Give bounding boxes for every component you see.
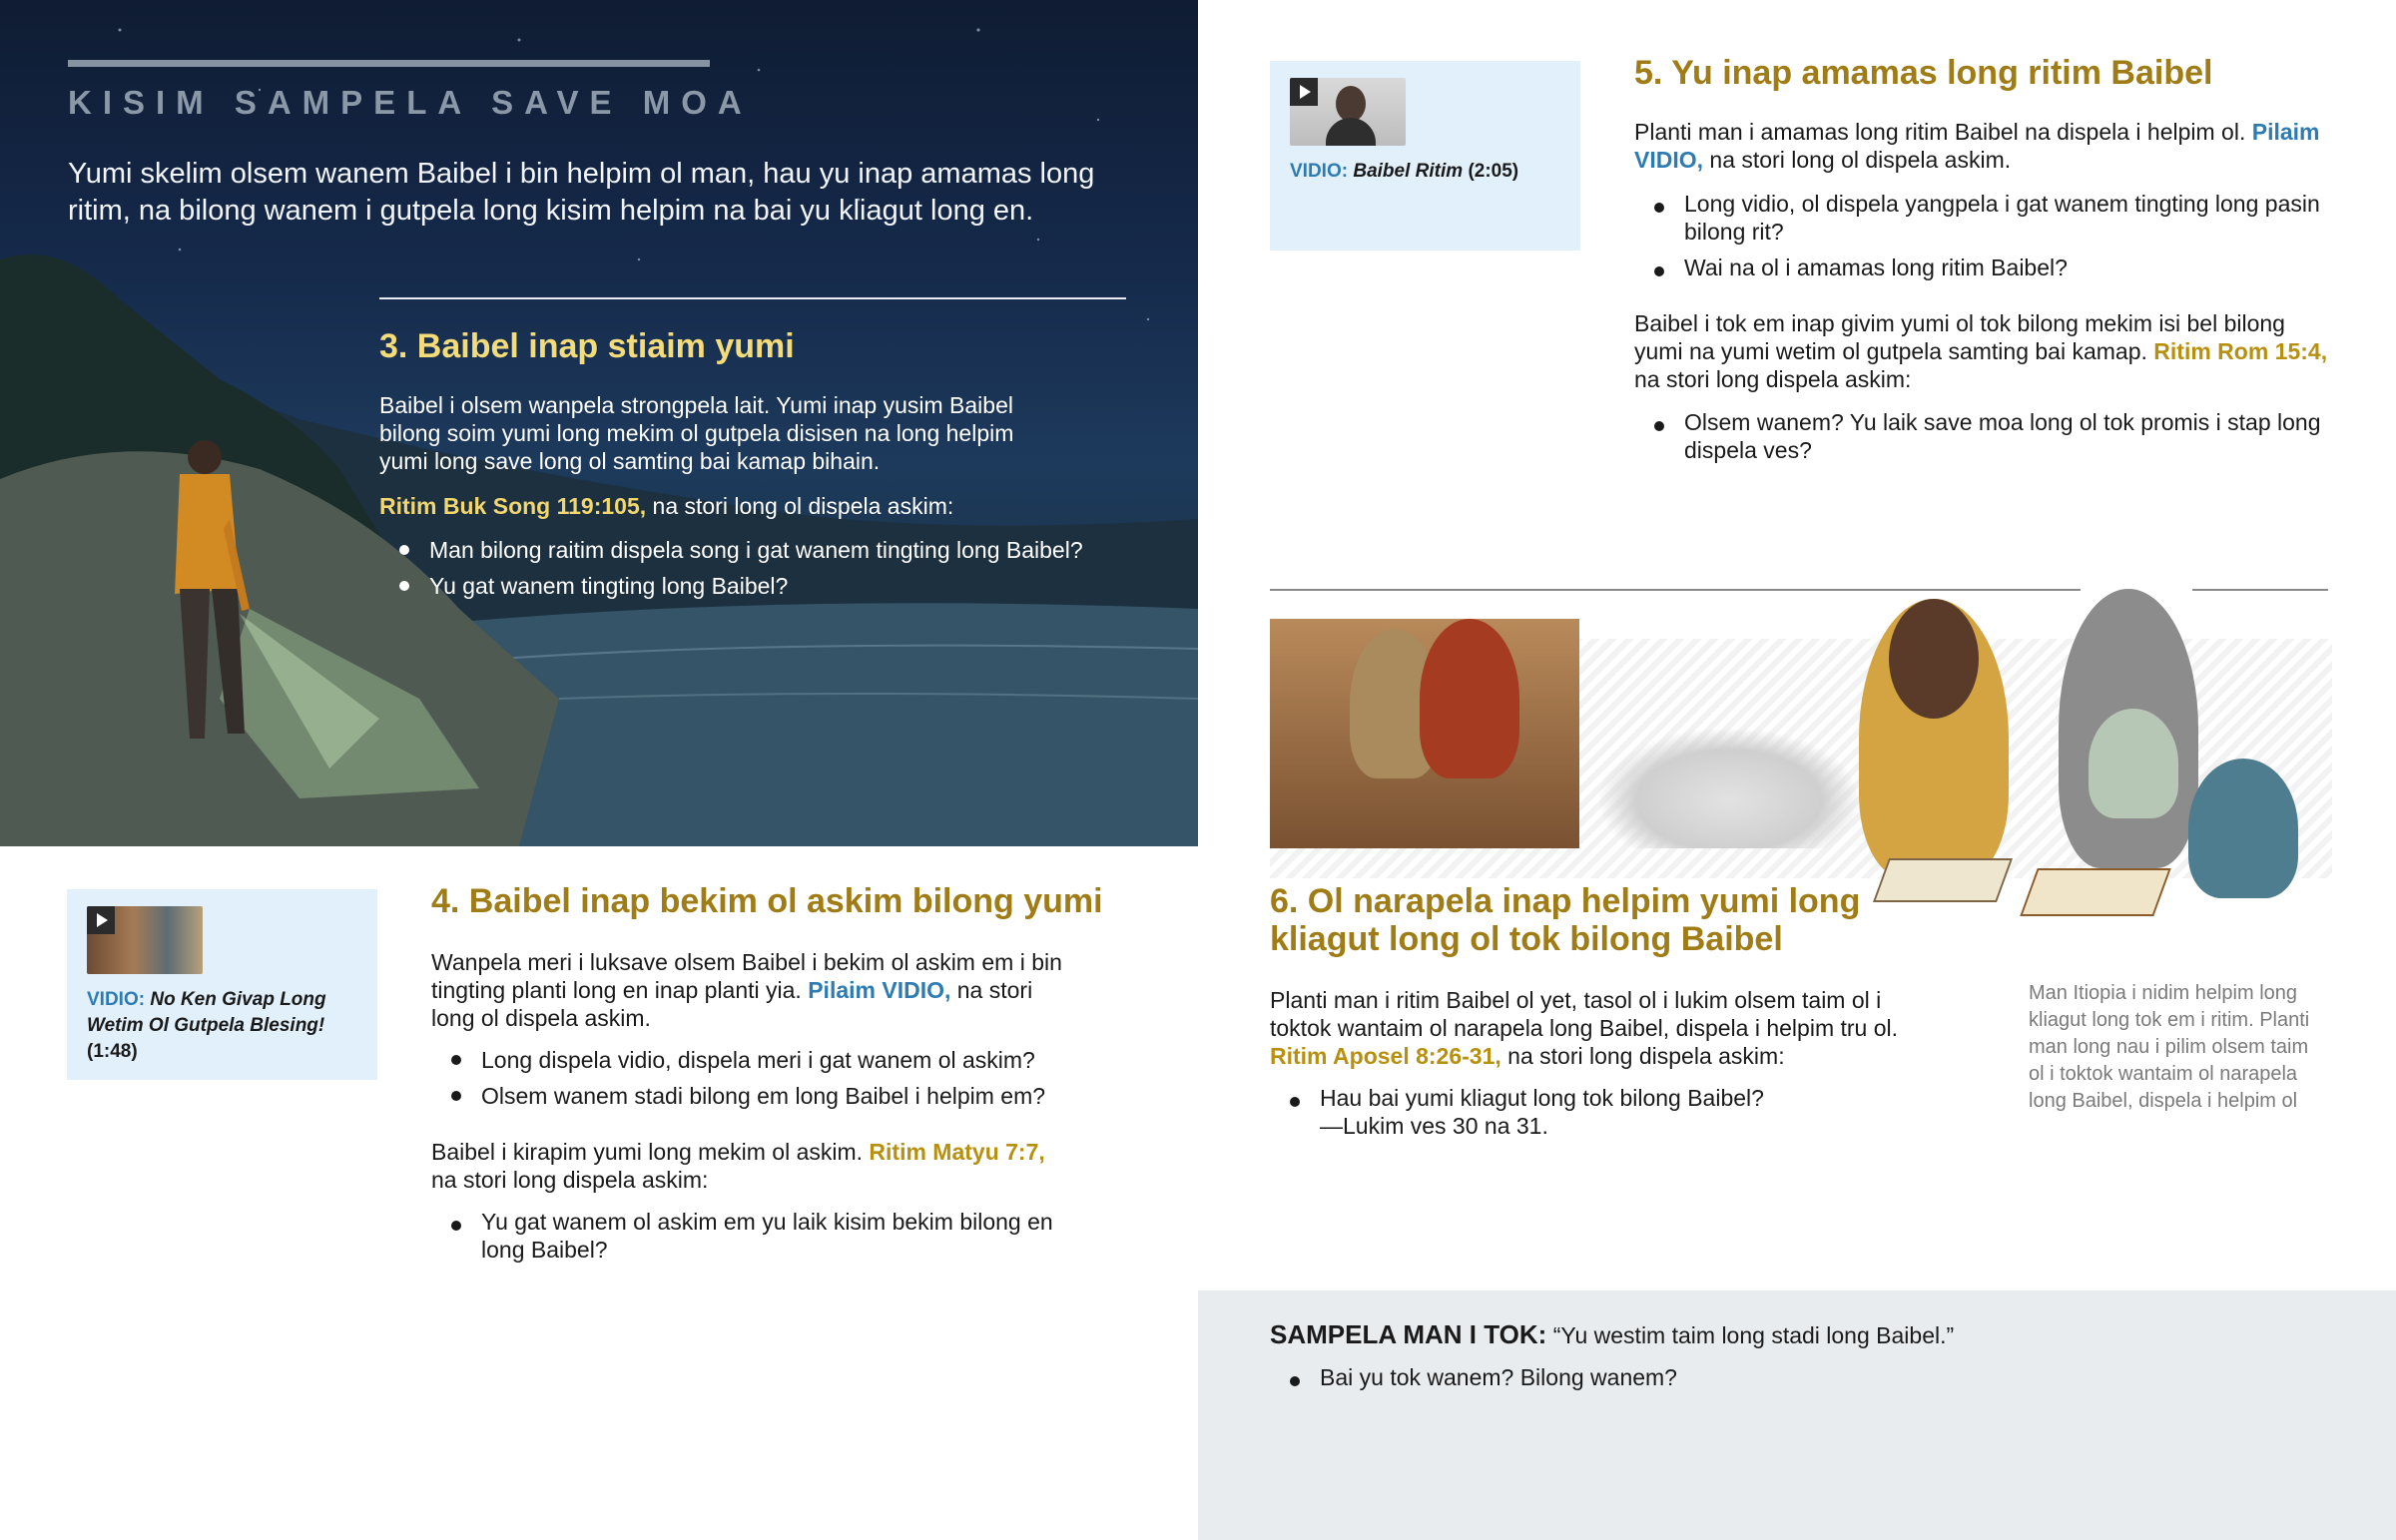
section-6-paragraph bbox=[1270, 986, 1949, 1070]
figure-baby bbox=[2089, 709, 2178, 818]
panel-questions bbox=[1272, 1363, 2071, 1391]
scripture-reference-link[interactable]: Ritim Buk Song 119:105, bbox=[379, 493, 647, 519]
question-item: Yu gat wanem tingting long Baibel? bbox=[381, 568, 1140, 604]
paragraph-text: na stori long dispela askim: bbox=[431, 1167, 709, 1193]
section-label: KISIM SAMPELA SAVE MOA bbox=[68, 84, 753, 121]
question-text: Hau bai yumi kliagut long tok bilong Baibel? bbox=[1320, 1085, 1764, 1111]
section-4-paragraph-1 bbox=[431, 948, 1070, 1032]
hero-night-scene bbox=[0, 0, 1198, 846]
video-duration: (1:48) bbox=[87, 1041, 138, 1062]
video-title[interactable]: No Ken Givap Long Wetim Ol Gutpela Blesing! bbox=[87, 989, 326, 1036]
play-video-link[interactable]: Pilaim VIDIO, bbox=[1634, 119, 2320, 173]
section-6-title: 6. Ol narapela inap helpim yumi long kliagut long ol tok bilong Baibel bbox=[1270, 882, 1861, 958]
paragraph-text: Baibel i tok em inap givim yumi ol tok bilong mekim isi bel bilong yumi na yumi wetim ol gutpela samting bai kamap. bbox=[1634, 310, 2285, 364]
section-5-title: 5. Yu inap amamas long ritim Baibel bbox=[1634, 54, 2213, 92]
question-item: Bai yu tok wanem? Bilong wanem? bbox=[1272, 1363, 2071, 1391]
section-5-paragraph-1 bbox=[1634, 118, 2333, 174]
horse-figure bbox=[1599, 729, 1859, 848]
play-icon[interactable] bbox=[1290, 78, 1318, 106]
video-caption bbox=[87, 987, 366, 1065]
figure-ethiopian bbox=[1420, 619, 1519, 778]
presenter-head bbox=[1336, 86, 1366, 122]
play-icon[interactable] bbox=[87, 906, 115, 934]
section-3-body: Baibel i olsem wanpela strongpela lait. Yumi inap yusim Baibel bilong soim yumi long mekim ol gutpela disisen na long helpim yumi long save long ol samting bai kamap bihain. bbox=[379, 392, 1014, 474]
reference-instruction: na stori long ol dispela askim: bbox=[646, 493, 954, 519]
video-thumbnail[interactable] bbox=[1290, 78, 1406, 146]
paragraph-text: na stori long ol dispela askim. bbox=[1703, 147, 2012, 173]
video-label: VIDIO: bbox=[87, 989, 146, 1010]
section-5-questions-2 bbox=[1636, 408, 2335, 464]
video-duration: (2:05) bbox=[1468, 161, 1519, 182]
verse-hint: —Lukim ves 30 na 31. bbox=[1320, 1113, 1548, 1139]
hero-header-bar bbox=[68, 60, 710, 67]
video-box-no-ken-givap[interactable] bbox=[67, 889, 377, 1080]
section-5-paragraph-2 bbox=[1634, 309, 2333, 393]
figure-woman-hair bbox=[1889, 599, 1979, 719]
open-bible bbox=[2020, 868, 2170, 916]
paragraph-text: Planti man i ritim Baibel ol yet, tasol ol i lukim olsem taim ol i toktok wantaim ol narapela long Baibel, dispela i helpim tru ol. bbox=[1270, 987, 1899, 1041]
play-video-link[interactable]: Pilaim VIDIO, bbox=[808, 977, 951, 1003]
illustration-caption: Man Itiopia i nidim helpim long kliagut long tok em i ritim. Planti man long nau i pilim olsem taim ol i toktok wantaim ol narapela long Baibel, dispela i helpim ol bbox=[2029, 982, 2310, 1112]
intro-text: Yumi skelim olsem wanem Baibel i bin helpim ol man, hau yu inap amamas long ritim, na bilong wanem i gutpela long kisim helpim na bai yu kliagut long en. bbox=[68, 158, 1095, 227]
question-item: Long vidio, ol dispela yangpela i gat wanem tingting long pasin bilong rit? bbox=[1636, 190, 2335, 246]
section-4-paragraph-2 bbox=[431, 1138, 1070, 1194]
section-4-questions-1 bbox=[433, 1042, 1072, 1114]
figure-boy bbox=[2188, 759, 2298, 898]
question-item: Man bilong raitim dispela song i gat wanem tingting long Baibel? bbox=[381, 532, 1140, 568]
scripture-reference-link[interactable]: Ritim Aposel 8:26-31, bbox=[1270, 1043, 1501, 1069]
video-box-baibel-ritim[interactable] bbox=[1270, 61, 1580, 251]
some-people-say-heading bbox=[1270, 1319, 2268, 1350]
video-thumbnail[interactable] bbox=[87, 906, 203, 974]
video-caption bbox=[1290, 159, 1569, 185]
paragraph-text: Baibel i kirapim yumi long mekim ol askim. bbox=[431, 1139, 870, 1165]
presenter-body bbox=[1326, 118, 1376, 146]
question-item: Yu gat wanem ol askim em yu laik kisim bekim bilong en long Baibel? bbox=[433, 1208, 1072, 1264]
question-item: Olsem wanem? Yu laik save moa long ol tok promis i stap long dispela ves? bbox=[1636, 408, 2335, 464]
paragraph-text: Planti man i amamas long ritim Baibel na dispela i helpim ol. bbox=[1634, 119, 2252, 145]
scripture-reference-link[interactable]: Ritim Rom 15:4, bbox=[2153, 338, 2328, 364]
paragraph-text: na stori long dispela askim: bbox=[1500, 1043, 1785, 1069]
section-4-questions-2 bbox=[433, 1208, 1072, 1264]
paragraph-text: Wanpela meri i luksave olsem Baibel i bekim ol askim em i bin tingting planti long en inap planti yia. bbox=[431, 949, 1062, 1003]
question-item: Long dispela vidio, dispela meri i gat wanem ol askim? bbox=[433, 1042, 1072, 1078]
section-3-questions bbox=[381, 532, 1140, 604]
question-item: Wai na ol i amamas long ritim Baibel? bbox=[1636, 254, 2335, 281]
section-3-reference-line bbox=[379, 493, 953, 520]
panel-quote: “Yu westim taim long stadi long Baibel.” bbox=[1546, 1322, 1955, 1348]
paragraph-text: na stori long dispela askim: bbox=[1634, 366, 1912, 392]
video-title[interactable]: Baibel Ritim bbox=[1353, 161, 1464, 182]
paragraph-text: na stori long ol dispela askim. bbox=[431, 977, 1033, 1031]
question-item bbox=[1272, 1084, 1931, 1140]
question-item: Olsem wanem stadi bilong em long Baibel i helpim em? bbox=[433, 1078, 1072, 1114]
section-4-title: 4. Baibel inap bekim ol askim bilong yumi bbox=[431, 882, 1103, 920]
section-6-questions bbox=[1272, 1084, 1931, 1140]
video-label: VIDIO: bbox=[1290, 161, 1349, 182]
section-5-questions-1 bbox=[1636, 190, 2335, 289]
section-divider bbox=[379, 297, 1126, 299]
panel-label: SAMPELA MAN I TOK: bbox=[1270, 1319, 1547, 1349]
scripture-reference-link[interactable]: Ritim Matyu 7:7, bbox=[869, 1139, 1045, 1165]
section-3-title: 3. Baibel inap stiaim yumi bbox=[379, 327, 795, 365]
